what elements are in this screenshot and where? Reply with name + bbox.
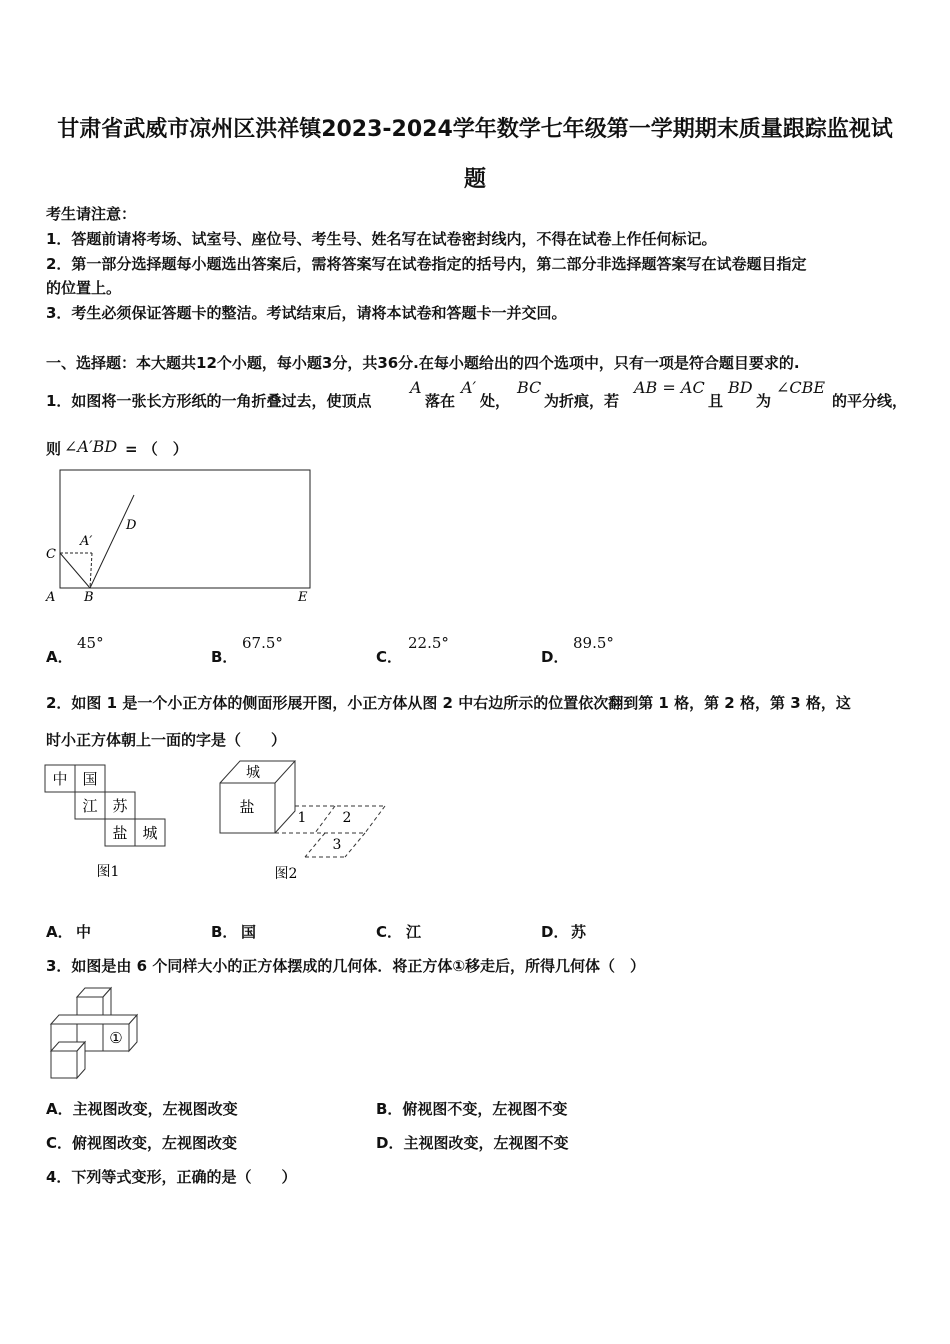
q1-math-CBE: ∠CBE [776,378,826,397]
q2-cube-front: 盐 [239,798,255,816]
q1-line2-text: 则 [46,440,62,458]
q3-option-a: A．主视图改变，左视图改变 [46,1100,238,1118]
q2-text-1: 2．如图 1 是一个小正方体的侧面形展开图，小正方体从图 2 中右边所示的位置依次翻到第 1 格，第 2 格，第 3 格，这 [46,694,851,712]
q2-net-cell-5: 盐 [112,824,128,842]
q1-crease-bc [60,553,90,588]
q1-text-4: 为折痕，若 [544,392,620,410]
q2-fig2-caption: 图2 [274,866,298,882]
q1-option-b-label: B． [211,648,238,666]
q1-option-c-label: C． [376,648,403,666]
q1-label-B: B [84,590,94,605]
q2-fig1-caption: 图1 [96,864,120,880]
q1-label-E: E [298,590,308,605]
q2-option-c-label: C． [376,923,403,941]
page-title: 甘肃省武威市凉州区洪祥镇2023-2024学年数学七年级第一学期期末质量跟踪监视试 [57,117,893,142]
q3-text-1: 3．如图是由 6 个同样大小的正方体摆成的几何体．将正方体①移走后，所得几何体（ ） [46,957,646,975]
q1-math-Aprime: A′ [461,378,477,397]
q2-option-c-value: 江 [406,923,422,941]
q1-text-2: 落在 [425,392,456,410]
q1-rectangle [60,470,310,588]
q1-label-D: D [126,518,137,533]
q2-net-cell-6: 城 [142,824,158,842]
q1-option-b-value: 67.5° [242,634,283,652]
notice-item-2: 2．第一部分选择题每小题选出答案后，需将答案写在试卷指定的括号内，第二部分非选择题答案写在试卷题目指定 [46,255,807,273]
q1-option-a-value: 45° [77,634,104,652]
q2-figure-2 [210,755,390,885]
q1-label-A: A [46,590,56,605]
q2-net-cell-1: 中 [52,770,68,788]
q1-option-d-value: 89.5° [573,634,614,652]
q2-net-cell-2: 国 [82,770,98,788]
q2-figure-1 [40,760,170,885]
q2-grid-cell-2: 2 [342,810,352,826]
q2-net-cell-4: 苏 [112,797,128,815]
q1-figure [40,465,330,610]
q2-cube-top: 城 [246,765,260,781]
q1-option-c-value: 22.5° [408,634,449,652]
q2-option-b-value: 国 [241,923,257,941]
page-title-line2: 题 [463,167,486,192]
q4-text-1: 4．下列等式变形，正确的是（ ） [46,1168,297,1186]
q2-option-d-label: D． [541,923,569,941]
q1-math-A: A [410,378,422,397]
q1-math-eq: AB = AC [634,378,705,397]
q1-text-1: 1．如图将一张长方形纸的一角折叠过去，使顶点 [46,392,372,410]
notice-item-1: 1．答题前请将考场、试室号、座位号、考生号、姓名写在试卷密封线内，不得在试卷上作任何标记。 [46,230,717,248]
q1-math-BD: BD [728,378,753,397]
q2-option-a-label: A． [46,923,73,941]
q1-option-a-label: A． [46,648,73,666]
q1-option-d-label: D． [541,648,569,666]
notice-heading: 考生请注意： [46,205,137,223]
q2-net-cell-3: 江 [82,797,98,815]
q2-option-b-label: B． [211,923,238,941]
q1-math-BC: BC [517,378,542,397]
q1-label-Aprime: A′ [80,534,93,549]
q1-text-6: 为 [756,392,772,410]
q3-figure [40,982,150,1084]
q1-line-bd [90,495,134,588]
q1-line2-blank: = （ ） [125,440,188,458]
q2-option-a-value: 中 [76,923,92,941]
q2-text-2: 时小正方体朝上一面的字是（ ） [46,731,287,749]
section-heading: 一、选择题：本大题共12个小题，每小题3分，共36分.在每小题给出的四个选项中，只有一项是符合题目要求的. [46,354,800,372]
q1-text-5: 且 [708,392,724,410]
q1-line2-math: ∠A′BD [64,437,118,456]
q2-grid-cell-3: 3 [332,837,342,853]
q1-text-3: 处， [480,392,511,410]
q3-option-d: D．主视图改变，左视图不变 [376,1134,569,1152]
q1-label-C: C [46,547,56,562]
notice-item-2-cont: 的位置上。 [46,279,122,297]
q3-option-b: B．俯视图不变，左视图不变 [376,1100,568,1118]
q1-dashed-ab [90,553,92,588]
notice-item-3: 3．考生必须保证答题卡的整洁。考试结束后，请将本试卷和答题卡一并交回。 [46,304,567,322]
q3-option-c: C．俯视图改变，左视图改变 [46,1134,238,1152]
q2-grid-cell-1: 1 [297,810,307,826]
q2-option-d-value: 苏 [571,923,587,941]
q1-text-7: 的平分线， [832,392,908,410]
q3-cube-mark: ① [109,1029,123,1047]
